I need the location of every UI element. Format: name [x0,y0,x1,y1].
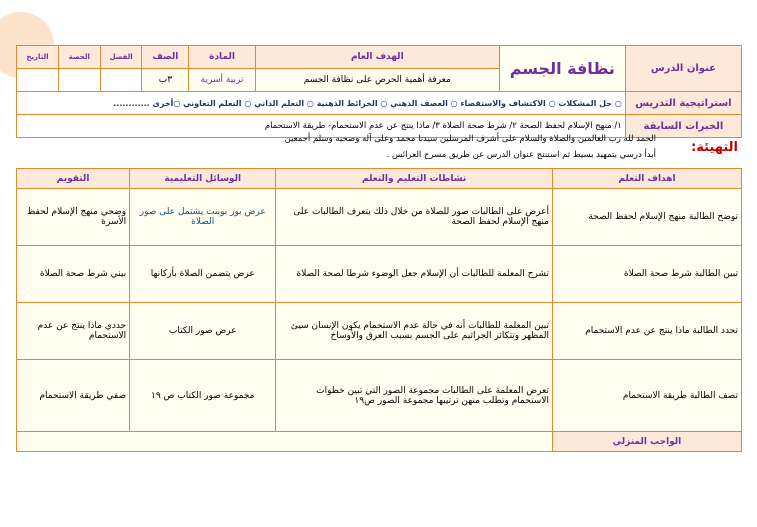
lesson-title-label: عنوان الدرس [625,46,741,92]
period-label: الفصل [100,46,142,69]
prior-knowledge-text: ١/ منهج الإسلام لحفظ الصحة ٢/ شرط صحة الصلاة ٣/ ماذا ينتج عن عدم الاستحمام- طريقة الاستحمام [17,115,626,138]
period-value [100,69,142,92]
evaluation-cell: وضحي منهج الإسلام لحفظ الأسرة [17,189,130,246]
lesson-title: نظافة الجسم [499,46,625,92]
session-label: الحصة [58,46,100,69]
subject-value: تربية أسرية [189,69,256,92]
subject-label: المادة [189,46,256,69]
table-row [17,189,742,246]
aid-cell: عرض بور بوينت يشتمل على صور الصلاة [130,189,276,246]
aid-cell: عرض صور الكتاب [130,303,276,360]
objective-cell: توضح الطالبة منهج الإسلام لحفظ الصحة [552,189,741,246]
evaluation-cell: بيني شرط صحة الصلاة [17,246,130,303]
general-goal-label: الهدف العام [255,46,499,69]
table-row [17,360,742,432]
homework-label: الواجب المنزلي [552,432,741,452]
activity-cell: أعرض على الطالبات صور للصلاة من خلال ذلك يتعرف الطالبات على منهج الإسلام لحفظ الصحة [276,189,553,246]
aid-cell: عرض يتضمن الصلاة بأركانها [130,246,276,303]
aids-header: الوسائل التعليمية [130,169,276,189]
table-row [17,303,742,360]
lesson-plan-table [16,168,742,452]
intro-line-2: أبدأ درسي بتمهيد بسيط ثم استنتج عنوان الدرس عن طريق مسرح العرائس . [386,150,656,160]
activity-cell: تشرح المعلمة للطالبات أن الإسلام جعل الوضوء شرطا لصحة الصلاة [276,246,553,303]
lesson-header-table [16,45,742,138]
grade-value: ٣ب [142,69,189,92]
prior-knowledge-label: الخبرات السابقة [625,115,741,138]
aid-cell: مجموعة صور الكتاب ص ١٩ [130,360,276,432]
intro-section [16,132,742,166]
objectives-header: اهداف التعلم [552,169,741,189]
grade-label: الصف [142,46,189,69]
table-row [17,246,742,303]
objective-cell: تصف الطالبة طريقة الاستحمام [552,360,741,432]
session-value [58,69,100,92]
strategy-label: استراتيجية التدريس [625,92,741,115]
evaluation-cell: صفي طريقة الاستحمام [17,360,130,432]
intro-label: التهيئة: [691,140,738,155]
objective-cell: تحدد الطالبة ماذا ينتج عن عدم الاستحمام [552,303,741,360]
general-goal: معرفة أهمية الحرص على نظافة الجسم [255,69,499,92]
date-value [17,69,59,92]
activity-cell: تعرض المعلمة على الطالبات مجموعة الصور التي تبين خطوات الاستحمام وتطلب منهن ترتيبها مجموعة الصور ص١٩ [276,360,553,432]
activities-header: نشاطات التعليم والتعلم [276,169,553,189]
strategy-text: ○ حل المشكلات ○ الاكتشاف والاستقصاء ○ العصف الذهني ○ الخرائط الذهنية ○ التعلم الذاتي ○ التعلم التعاوني ○أخرى ............ [17,92,626,115]
evaluation-cell: حددي ماذا ينتج عن عدم الاستحمام [17,303,130,360]
date-label: التاريخ [17,46,59,69]
activity-cell: تبين المعلمة للطالبات أنه في حالة عدم الاستحمام يكون الإنسان سيئ المظهر وتتكاثر الجراثيم على الجسم بسبب العرق والأوساخ [276,303,553,360]
objective-cell: تبين الطالبة شرط صحة الصلاة [552,246,741,303]
intro-line-1: الحمد لله رب العالمين والصلاة والسلام على أشرف المرسلين سيدنا محمد وعلى آله وصحبه وسلم أجمعين [284,134,656,144]
evaluation-header: التقويم [17,169,130,189]
homework-value [17,432,553,452]
